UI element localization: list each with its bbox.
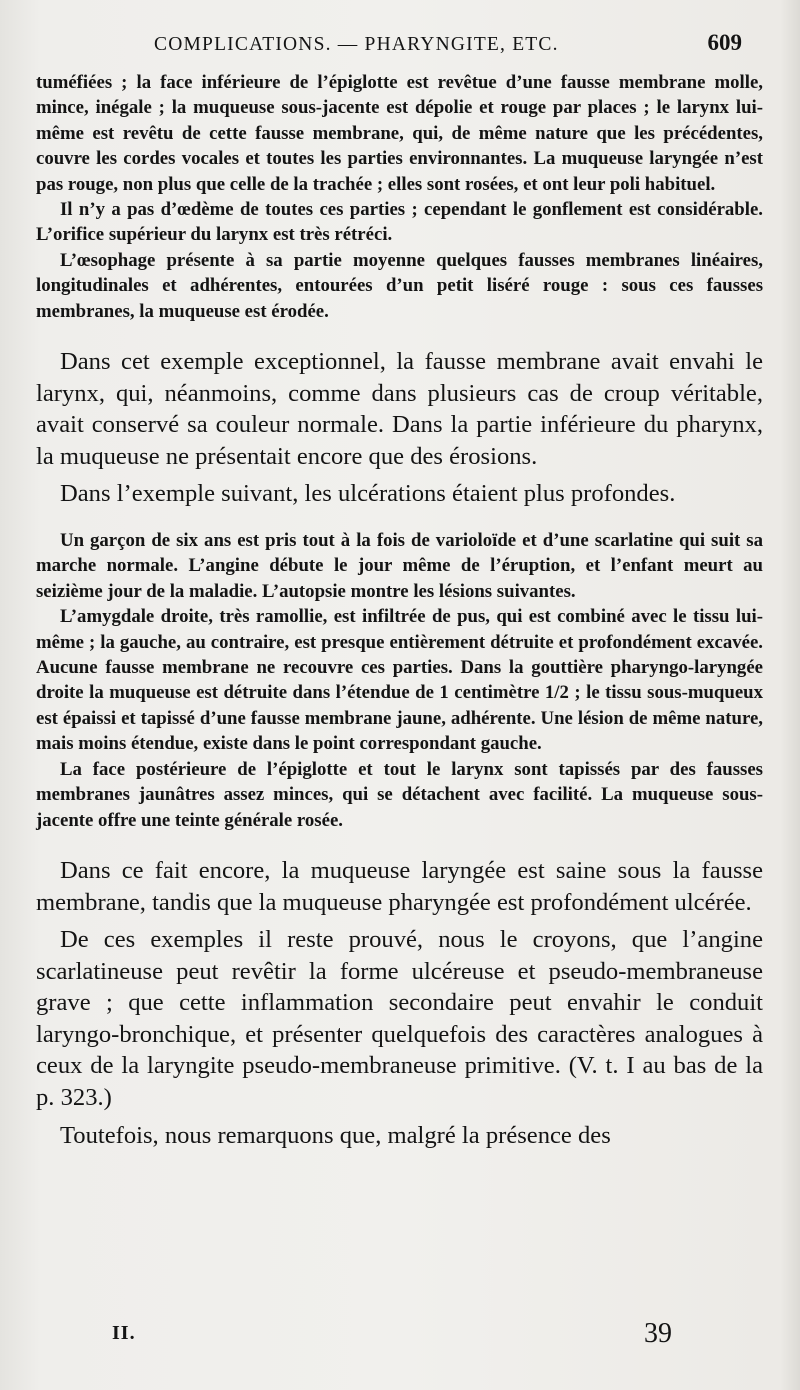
case-paragraph-6: La face postérieure de l’épiglotte et tout le larynx sont tapissés par des fausses membranes jaunâtres assez minces, qui se détachent avec facilité. La muqueuse sous-jacente offre une teinte générale rosée. — [36, 758, 763, 831]
page-footer — [112, 1318, 672, 1358]
commentary-paragraph-1: Dans cet exemple exceptionnel, la fausse membrane avait envahi le larynx, qui, néanmoins, comme dans plusieurs cas de croup véritable, avait conservé sa couleur normale. Dans la partie inférieure du pharynx, la muqueuse ne présentait encore que des érosions. — [36, 348, 763, 470]
sheet-number: 39 — [644, 1318, 672, 1349]
case-paragraph-2: Il n’y a pas d’œdème de toutes ces parties ; cependant le gonflement est considérable. L’orifice supérieur du larynx est très rétréci. — [36, 199, 763, 246]
signature-mark: II. — [112, 1322, 136, 1344]
page-header — [150, 30, 742, 64]
page-body — [36, 70, 763, 1151]
case-paragraph-3: L’œsophage présente à sa partie moyenne quelques fausses membranes linéaires, longitudinales et adhérentes, entourées d’un petit liséré rouge : sous ces fausses membranes, la muqueuse est érodée. — [36, 249, 763, 322]
commentary-paragraph-4: De ces exemples il reste prouvé, nous le croyons, que l’angine scarlatineuse peut revêtir la forme ulcéreuse et pseudo-membraneuse grave ; que cette inflammation secondaire peut envahir le conduit laryngo-bronchique, et présenter quelquefois des caractères analogues à ceux de la laryngite pseudo-membraneuse primitive. (V. t. I au bas de la p. 323.) — [36, 926, 763, 1112]
case-paragraph-4: Un garçon de six ans est pris tout à la fois de varioloïde et d’une scarlatine qui suit sa marche normale. L’angine débute le jour même de l’éruption, et l’enfant meurt au seizième jour de la maladie. L’autopsie montre les lésions suivantes. — [36, 530, 763, 602]
commentary-paragraph-5: Toutefois, nous remarquons que, malgré la présence des — [60, 1121, 611, 1149]
case-paragraph-1: tuméfiées ; la face inférieure de l’épiglotte est revêtue d’une fausse membrane molle, mince, inégale ; la muqueuse sous-jacente est dépolie et rouge par places ; le larynx lui-même est revêtu de cette fausse membrane, qui, de même nature que les précédentes, couvre les cordes vocales et toutes les parties environnantes. La muqueuse laryngée n’est pas rouge, non plus que celle de la trachée ; elles sont rosées, et ont leur poli habituel. — [36, 72, 763, 195]
commentary-paragraph-3: Dans ce fait encore, la muqueuse laryngée est saine sous la fausse membrane, tandis que la muqueuse pharyngée est profondément ulcérée. — [36, 856, 763, 916]
commentary-paragraph-2: Dans l’exemple suivant, les ulcérations étaient plus profondes. — [60, 480, 676, 508]
case-paragraph-5: L’amygdale droite, très ramollie, est infiltrée de pus, qui est combiné avec le tissu lui-même ; la gauche, au contraire, est presque entièrement détruite et profondément excavée. Aucune fausse membrane ne recouvre ces parties. Dans la gouttière pharyngo-laryngée droite la muqueuse est détruite dans l’étendue de 1 centimètre 1/2 ; le tissu sous-muqueux est épaissi et tapissé d’une fausse membrane jaune, adhérente. Une lésion de même nature, mais moins étendue, existe dans le point correspondant gauche. — [36, 606, 763, 755]
running-head: COMPLICATIONS. — PHARYNGITE, ETC. — [154, 34, 559, 55]
page-number: 609 — [707, 30, 742, 55]
